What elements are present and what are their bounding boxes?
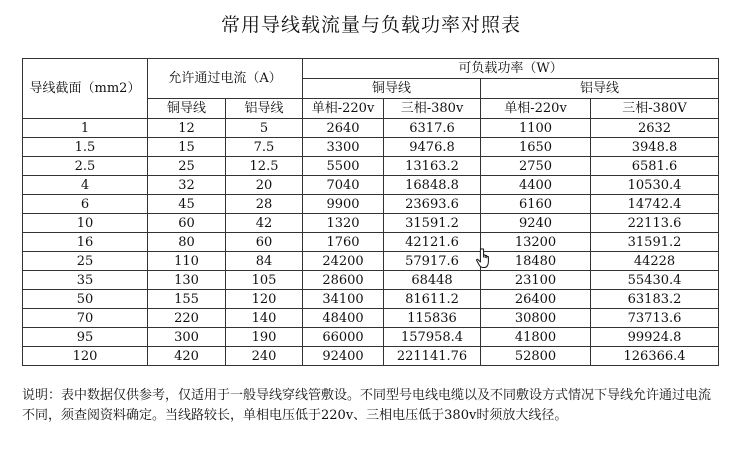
table-cell: 50 <box>23 290 148 309</box>
table-cell: 105 <box>226 271 303 290</box>
table-cell: 6581.6 <box>591 157 719 176</box>
table-cell: 68448 <box>384 271 481 290</box>
table-cell: 80 <box>148 233 226 252</box>
table-cell: 45 <box>148 195 226 214</box>
table-cell: 14742.4 <box>591 195 719 214</box>
header-row-1 <box>23 59 719 79</box>
table-cell: 10530.4 <box>591 176 719 195</box>
table-cell: 1 <box>23 119 148 138</box>
table-cell: 35 <box>23 271 148 290</box>
table-cell: 60 <box>148 214 226 233</box>
table-cell: 110 <box>148 252 226 271</box>
ampacity-table <box>22 58 719 366</box>
table-cell: 7040 <box>303 176 384 195</box>
table-cell: 31591.2 <box>384 214 481 233</box>
table-cell: 84 <box>226 252 303 271</box>
table-cell: 12.5 <box>226 157 303 176</box>
table-cell: 9240 <box>481 214 591 233</box>
header-aluminum-group: 铝导线 <box>481 79 719 99</box>
header-cu-220: 单相-220v <box>303 99 384 119</box>
table-cell: 126366.4 <box>591 347 719 366</box>
table-cell: 81611.2 <box>384 290 481 309</box>
table-cell: 120 <box>226 290 303 309</box>
table-cell: 9476.8 <box>384 138 481 157</box>
table-cell: 42121.6 <box>384 233 481 252</box>
table-row <box>23 119 719 138</box>
table-cell: 99924.8 <box>591 328 719 347</box>
table-row <box>23 347 719 366</box>
hand-cursor-icon <box>476 248 494 270</box>
page-title: 常用导线载流量与负载功率对照表 <box>220 14 521 36</box>
table-cell: 155 <box>148 290 226 309</box>
table-cell: 130 <box>148 271 226 290</box>
table-cell: 28 <box>226 195 303 214</box>
table-cell: 28600 <box>303 271 384 290</box>
table-cell: 12 <box>148 119 226 138</box>
table-cell: 1650 <box>481 138 591 157</box>
table-cell: 3300 <box>303 138 384 157</box>
table-row <box>23 195 719 214</box>
table-cell: 15 <box>148 138 226 157</box>
table-cell: 92400 <box>303 347 384 366</box>
table-cell: 20 <box>226 176 303 195</box>
table-row <box>23 214 719 233</box>
table-cell: 5 <box>226 119 303 138</box>
table-cell: 63183.2 <box>591 290 719 309</box>
table-cell: 2.5 <box>23 157 148 176</box>
table-cell: 420 <box>148 347 226 366</box>
table-row <box>23 309 719 328</box>
table-cell: 1.5 <box>23 138 148 157</box>
table-cell: 95 <box>23 328 148 347</box>
table-row <box>23 290 719 309</box>
table-row <box>23 252 719 271</box>
table-cell: 10 <box>23 214 148 233</box>
table-cell: 5500 <box>303 157 384 176</box>
header-current: 允许通过电流（A） <box>148 59 303 99</box>
table-cell: 26400 <box>481 290 591 309</box>
table-cell: 4400 <box>481 176 591 195</box>
table-cell: 1320 <box>303 214 384 233</box>
table-cell: 32 <box>148 176 226 195</box>
table-cell: 48400 <box>303 309 384 328</box>
table-cell: 44228 <box>591 252 719 271</box>
table-cell: 190 <box>226 328 303 347</box>
header-power: 可负载功率（W） <box>303 59 719 79</box>
table-row <box>23 157 719 176</box>
header-al-380: 三相-380V <box>591 99 719 119</box>
table-cell: 18480 <box>481 252 591 271</box>
footnote: 说明：表中数据仅供参考，仅适用于一般导线穿线管敷设。不同型号电线电缆以及不同敷设方式情况下导线允许通过电流不同，须查阅资料确定。当线路较长，单相电压低于220v、三相电压低于380v时须放大线径。 <box>22 388 712 423</box>
table-cell: 240 <box>226 347 303 366</box>
table-cell: 25 <box>148 157 226 176</box>
table-cell: 13200 <box>481 233 591 252</box>
table-cell: 220 <box>148 309 226 328</box>
table-cell: 120 <box>23 347 148 366</box>
table-cell: 2750 <box>481 157 591 176</box>
table-cell: 52800 <box>481 347 591 366</box>
table-row <box>23 176 719 195</box>
table-cell: 42 <box>226 214 303 233</box>
table-cell: 4 <box>23 176 148 195</box>
header-al-220: 单相-220v <box>481 99 591 119</box>
table-cell: 6160 <box>481 195 591 214</box>
table-cell: 1760 <box>303 233 384 252</box>
table-cell: 23100 <box>481 271 591 290</box>
table-cell: 1100 <box>481 119 591 138</box>
table-cell: 34100 <box>303 290 384 309</box>
table-cell: 73713.6 <box>591 309 719 328</box>
header-cu-380: 三相-380v <box>384 99 481 119</box>
table-cell: 66000 <box>303 328 384 347</box>
table-cell: 60 <box>226 233 303 252</box>
table-row <box>23 138 719 157</box>
table-cell: 16848.8 <box>384 176 481 195</box>
table-cell: 300 <box>148 328 226 347</box>
table-cell: 55430.4 <box>591 271 719 290</box>
table-cell: 57917.6 <box>384 252 481 271</box>
table-cell: 2640 <box>303 119 384 138</box>
table-cell: 25 <box>23 252 148 271</box>
table-cell: 41800 <box>481 328 591 347</box>
header-al: 铝导线 <box>226 99 303 119</box>
table-cell: 6 <box>23 195 148 214</box>
table-cell: 115836 <box>384 309 481 328</box>
table-cell: 31591.2 <box>591 233 719 252</box>
table-cell: 6317.6 <box>384 119 481 138</box>
table-row <box>23 233 719 252</box>
table-cell: 13163.2 <box>384 157 481 176</box>
table-row <box>23 328 719 347</box>
table-cell: 221141.76 <box>384 347 481 366</box>
table-cell: 2632 <box>591 119 719 138</box>
table-cell: 16 <box>23 233 148 252</box>
table-body <box>23 119 719 366</box>
table-cell: 70 <box>23 309 148 328</box>
header-cu: 铜导线 <box>148 99 226 119</box>
table-row <box>23 271 719 290</box>
table-cell: 24200 <box>303 252 384 271</box>
table-cell: 140 <box>226 309 303 328</box>
table-cell: 7.5 <box>226 138 303 157</box>
table-cell: 30800 <box>481 309 591 328</box>
table-cell: 9900 <box>303 195 384 214</box>
table-cell: 23693.6 <box>384 195 481 214</box>
table-cell: 3948.8 <box>591 138 719 157</box>
header-section: 导线截面（mm2） <box>23 59 148 119</box>
header-copper-group: 铜导线 <box>303 79 481 99</box>
table-cell: 22113.6 <box>591 214 719 233</box>
table-cell: 157958.4 <box>384 328 481 347</box>
